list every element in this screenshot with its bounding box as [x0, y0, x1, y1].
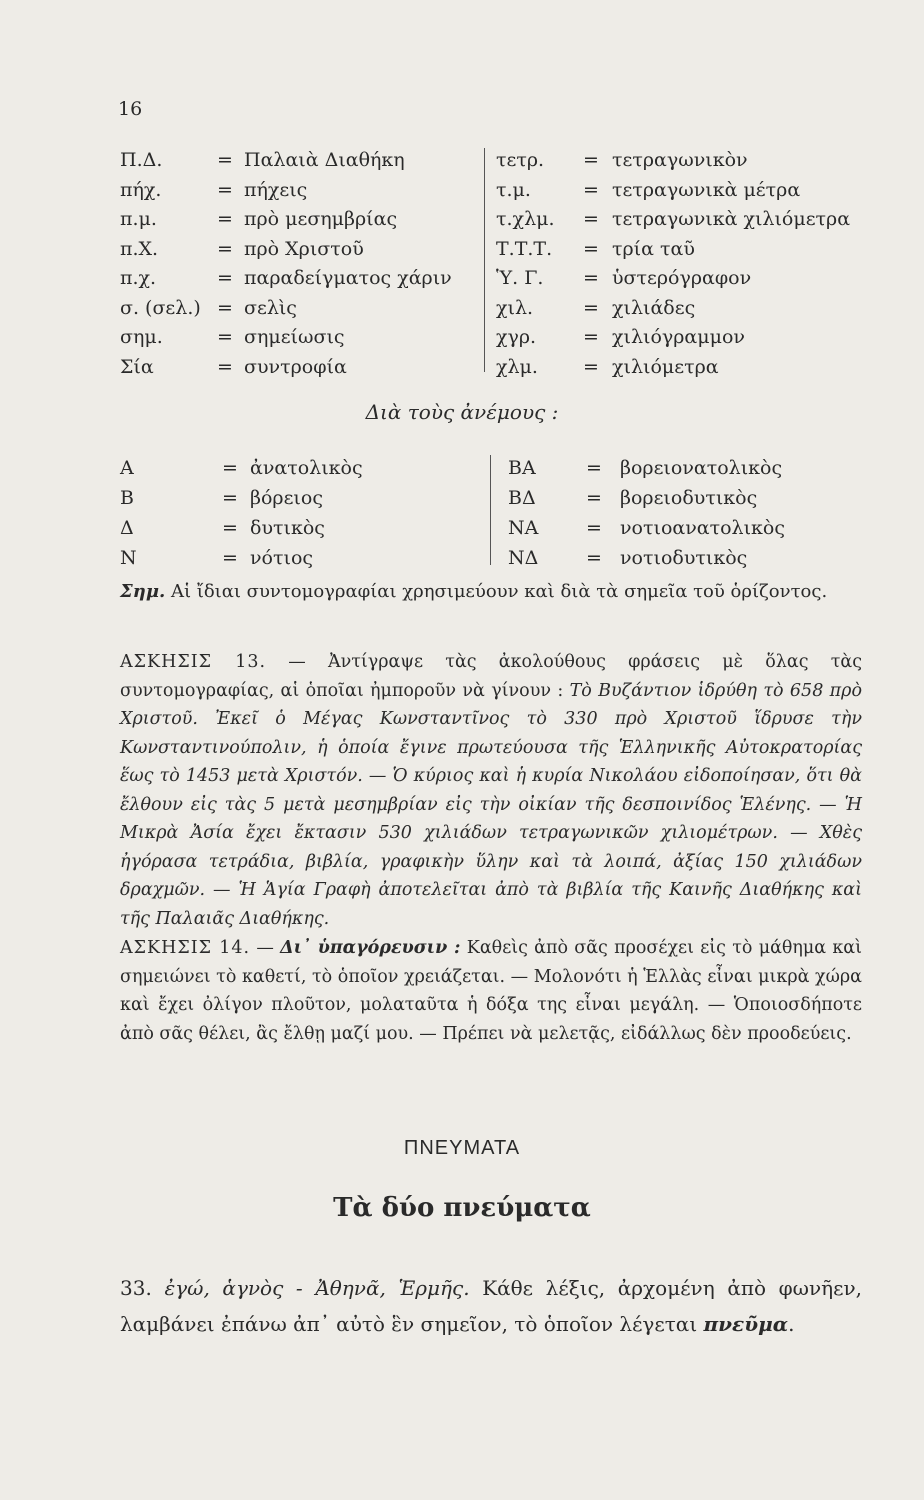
wind-row [508, 453, 785, 483]
wind-key: ΒΑ [508, 457, 536, 479]
equals-sign: = [222, 547, 238, 569]
equals-sign: = [217, 208, 233, 230]
winds-heading: Διὰ τοὺς ἀνέμους : [365, 400, 559, 424]
paragraph-33 [120, 1270, 862, 1342]
abbr-meaning: Παλαιὰ Διαθήκη [244, 149, 405, 171]
abbr-row [496, 264, 850, 294]
abbr-key: τ.χλμ. [496, 208, 555, 230]
wind-row [120, 543, 363, 573]
abbr-key: Π.Δ. [120, 149, 163, 171]
abbr-key: χλμ. [496, 355, 538, 378]
abbr-key: τ.μ. [496, 178, 531, 201]
wind-meaning: βορειοδυτικὸς [620, 487, 758, 509]
wind-row [120, 513, 363, 543]
abbr-row [496, 323, 850, 353]
abbr-key: πήχ. [120, 178, 162, 201]
equals-sign: = [583, 208, 599, 230]
wind-meaning: δυτικὸς [250, 517, 325, 539]
winds-left-column [120, 453, 363, 573]
abbr-key: σημ. [120, 326, 163, 348]
wind-key: ΝΔ [508, 547, 539, 569]
abbr-meaning: πήχεις [244, 178, 308, 201]
equals-sign: = [217, 237, 233, 260]
abbr-meaning: πρὸ μεσημβρίας [244, 208, 398, 230]
abbr-row [496, 294, 850, 324]
abbr-row [120, 235, 452, 265]
equals-sign: = [222, 457, 238, 479]
wind-meaning: ἀνατολικὸς [250, 457, 363, 479]
abbr-meaning: τρία ταῦ [612, 237, 695, 260]
exercise-14-text: Καθεὶς ἀπὸ σᾶς προσέχει εἰς τὸ μάθημα καὶ σημειώνει τὸ καθετί, τὸ ὁποῖον χρειάζεται. — Μολονότι ἡ Ἑλλὰς εἶναι μικρὰ χώρα καὶ ἔχει ὀλίγον πλοῦτον, μολαταῦτα ἡ δόξα της εἶναι μεγάλη. — Ὁποιοσδήποτε ἀπὸ σᾶς θέλει, ἂς ἔλθῃ μαζί μου. — Πρέπει νὰ μελετᾷς, εἰδάλλως δὲν προοδεύεις. [120, 938, 862, 1044]
paragraph-number: 33. [120, 1276, 152, 1300]
abbr-meaning: τετραγωνικὸν [612, 149, 748, 171]
abbr-key: π.Χ. [120, 237, 159, 260]
exercise-14-dash: — [250, 938, 281, 958]
abbr-row [120, 353, 452, 383]
abbreviations-left-column [120, 146, 452, 382]
wind-key: Α [120, 457, 134, 479]
wind-meaning: βορειονατολικὸς [620, 457, 783, 479]
note-paragraph [120, 577, 862, 606]
abbr-meaning: τετραγωνικὰ μέτρα [612, 178, 801, 201]
abbr-row [120, 323, 452, 353]
equals-sign: = [222, 487, 238, 509]
wind-meaning: νότιος [250, 547, 314, 569]
wind-row [120, 483, 363, 513]
equals-sign: = [586, 457, 602, 479]
paragraph-text: Κάθε λέξις, ἀρχομένη ἀπὸ φωνῆεν, λαμβάνει ἐπάνω ἀπ᾽ αὐτὸ ἓν σημεῖον, τὸ ὁποῖον λέγεται [120, 1276, 862, 1336]
equals-sign: = [586, 547, 602, 569]
equals-sign: = [583, 267, 599, 289]
abbr-key: χιλ. [496, 296, 534, 319]
wind-row [508, 513, 785, 543]
abbr-meaning: πρὸ Χριστοῦ [244, 237, 364, 260]
abbr-key: Σία [120, 355, 154, 378]
abbr-row [120, 146, 452, 176]
paragraph-examples: ἐγώ, ἁγνὸς - Ἀθηνᾶ, Ἑρμῆς. [151, 1276, 470, 1300]
abbr-meaning: χιλιόμετρα [612, 355, 719, 378]
page-number: 16 [118, 98, 143, 120]
abbr-row [496, 205, 850, 235]
exercise-13 [120, 648, 862, 933]
abbr-row [496, 146, 850, 176]
winds-right-column [508, 453, 785, 573]
exercise-13-intro: — Ἀντίγραψε τὰς ἀκολούθους φράσεις μὲ ὅλας τὰς συντομογραφίας, αἱ ὁποῖαι ἠμποροῦν νὰ γίνουν : [120, 652, 863, 701]
abbr-meaning: σημείωσις [244, 326, 345, 348]
wind-key: Β [120, 487, 134, 509]
abbr-row [120, 176, 452, 206]
equals-sign: = [217, 267, 233, 289]
equals-sign: = [583, 355, 599, 378]
exercise-13-text: Τὸ Βυζάντιον ἱδρύθη τὸ 658 πρὸ Χριστοῦ. Ἐκεῖ ὁ Μέγας Κωνσταντῖνος τὸ 330 πρὸ Χριστοῦ ἵδρυσε τὴν Κωνσταντινούπολιν, ἡ ὁποία ἔγινε πρωτεύουσα τῆς Ἑλληνικῆς Αὐτοκρατορίας ἕως τὸ 1453 μετὰ Χριστόν. — Ὁ κύριος καὶ ἡ κυρία Νικολάου εἰδοποίησαν, ὅτι θὰ ἔλθουν εἰς τὰς 5 μετὰ μεσημβρίαν εἰς τὴν οἰκίαν τῆς δεσποινίδος Ἑλένης. — Ἡ Μικρὰ Ἀσία ἔχει ἔκτασιν 530 χιλιάδων τετραγωνικῶν χιλιομέτρων. — Χθὲς ἠγόρασα τετράδια, βιβλία, γραφικὴν ὕλην καὶ τὰ λοιπά, ἀξίας 150 χιλιάδων δραχμῶν. — Ἡ Ἁγία Γραφὴ ἀποτελεῖται ἀπὸ τὰ βιβλία τῆς Καινῆς Διαθήκης καὶ τῆς Παλαιᾶς Διαθήκης. [120, 680, 863, 929]
abbr-key: π.μ. [120, 208, 157, 230]
section-subtitle: Τὰ δύο πνεύματα [333, 1193, 591, 1223]
wind-meaning: νοτιοδυτικὸς [620, 547, 748, 569]
wind-row [508, 483, 785, 513]
abbr-row [120, 205, 452, 235]
equals-sign: = [583, 296, 599, 319]
wind-key: Ν [120, 547, 137, 569]
equals-sign: = [583, 326, 599, 348]
abbr-meaning: σελὶς [244, 296, 297, 319]
equals-sign: = [217, 178, 233, 201]
exercise-14 [120, 934, 862, 1048]
paragraph-end: . [788, 1312, 795, 1336]
abbr-row [120, 294, 452, 324]
note-label: Σημ. [120, 581, 166, 602]
wind-row [120, 453, 363, 483]
equals-sign: = [583, 178, 599, 201]
abbr-key: τετρ. [496, 149, 545, 171]
exercise-14-label: ΑΣΚΗΣΙΣ 14. [120, 938, 251, 958]
equals-sign: = [586, 517, 602, 539]
abbr-key: Ὑ. Γ. [496, 267, 544, 289]
equals-sign: = [217, 149, 233, 171]
wind-meaning: νοτιοανατολικὸς [620, 517, 785, 539]
abbr-meaning: παραδείγματος χάριν [244, 267, 452, 289]
abbr-key: σ. (σελ.) [120, 296, 201, 319]
wind-key: ΝΑ [508, 517, 539, 539]
winds-divider [490, 455, 491, 565]
exercise-13-label: ΑΣΚΗΣΙΣ 13. [120, 652, 267, 672]
abbr-row [496, 235, 850, 265]
equals-sign: = [217, 326, 233, 348]
abbr-meaning: συντροφία [244, 355, 347, 378]
note-text: Αἱ ἴδιαι συντομογραφίαι χρησιμεύουν καὶ διὰ τὰ σημεῖα τοῦ ὁρίζοντος. [165, 581, 828, 602]
abbreviations-right-column [496, 146, 850, 382]
wind-key: Δ [120, 517, 134, 539]
abbr-key: π.χ. [120, 267, 157, 289]
wind-row [508, 543, 785, 573]
abbr-meaning: χιλιόγραμμον [612, 326, 745, 348]
abbr-key: Τ.Τ.Τ. [496, 237, 553, 260]
equals-sign: = [222, 517, 238, 539]
paragraph-term: πνεῦμα [703, 1312, 789, 1336]
abbr-key: χγρ. [496, 326, 537, 348]
abbr-meaning: ὑστερόγραφον [612, 267, 752, 289]
abbr-row [496, 176, 850, 206]
section-title: ΠΝΕΥΜΑΤΑ [403, 1137, 521, 1159]
exercise-14-heading: Δι᾽ ὑπαγόρευσιν : [280, 938, 461, 958]
abbr-meaning: τετραγωνικὰ χιλιόμετρα [612, 208, 851, 230]
equals-sign: = [586, 487, 602, 509]
wind-key: ΒΔ [508, 487, 536, 509]
equals-sign: = [583, 149, 599, 171]
column-divider [484, 148, 485, 372]
abbr-row [496, 353, 850, 383]
wind-meaning: βόρειος [250, 487, 323, 509]
equals-sign: = [583, 237, 599, 260]
abbr-row [120, 264, 452, 294]
equals-sign: = [217, 355, 233, 378]
abbr-meaning: χιλιάδες [612, 296, 696, 319]
equals-sign: = [217, 296, 233, 319]
